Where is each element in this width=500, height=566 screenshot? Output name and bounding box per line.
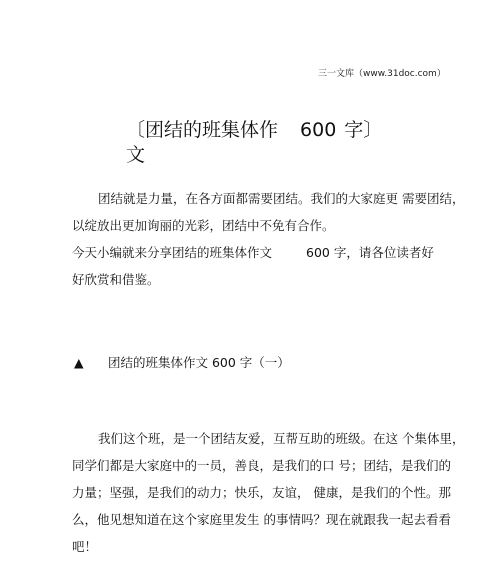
body-line-4: 么，他见想知道在这个家庭里发生 的事情吗？现在就跟我一起去看看 bbox=[72, 512, 451, 527]
triangle-marker-icon: ▲ bbox=[74, 355, 84, 370]
body-line-2: 同学们都是大家庭中的一员，善良，是我们的口 号；团结，是我们的 bbox=[72, 458, 451, 473]
body-line-3: 力量；坚强，是我们的动力；快乐，友谊， 健康，是我们的个性。那 bbox=[72, 485, 451, 500]
body-line-1: 我们这个班，是一个团结友爱，互帮互助的班级。在这 个集体里， bbox=[98, 431, 465, 446]
document-title-line2: 文 bbox=[126, 144, 146, 166]
intro-line-3a: 今天小编就来分享团结的班集体作文 bbox=[72, 245, 273, 260]
title-part1: 〔团结的班集体作 bbox=[126, 119, 279, 141]
intro-line-3 bbox=[72, 244, 434, 261]
intro-line-2: 以绽放出更加询丽的光彩，团结中不免有合作。 bbox=[72, 218, 335, 233]
intro-line-1: 团结就是力量，在各方面都需要团结。我们的大家庭更 需要团结， bbox=[98, 191, 465, 206]
intro-line-4: 好欣赏和借鉴。 bbox=[72, 272, 160, 287]
section-heading bbox=[74, 354, 290, 371]
body-line-5: 吧！ bbox=[72, 539, 98, 554]
title-part2: 字〕 bbox=[344, 119, 383, 141]
intro-line-3b: 600 字，请各位读者好 bbox=[306, 245, 434, 260]
document-title bbox=[126, 118, 382, 142]
title-number: 600 bbox=[300, 119, 337, 141]
section-heading-text: 团结的班集体作文 600 字（一） bbox=[108, 355, 290, 370]
watermark-source: 三一文库（www.31doc.com） bbox=[318, 69, 446, 79]
